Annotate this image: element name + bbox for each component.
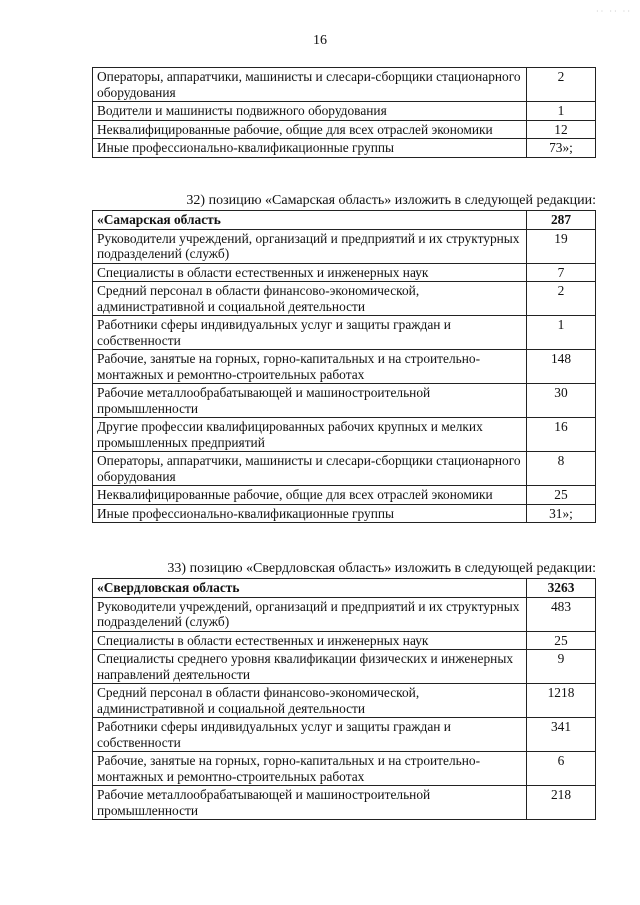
- table-samara-body: [93, 211, 596, 523]
- section-33: [92, 561, 596, 820]
- occupation-group: Неквалифицированные рабочие, общие для всех отраслей экономики: [93, 120, 527, 139]
- quota-value: 341: [527, 718, 596, 752]
- occupation-group: Работники сферы индивидуальных услуг и защиты граждан и собственности: [93, 718, 527, 752]
- occupation-group: Иные профессионально-квалификационные группы: [93, 139, 527, 158]
- quota-value: 218: [527, 786, 596, 820]
- table-row: [93, 68, 596, 102]
- occupation-group: Водители и машинисты подвижного оборудования: [93, 102, 527, 121]
- quota-value: 6: [527, 752, 596, 786]
- quota-value: 16: [527, 418, 596, 452]
- table-row: [93, 120, 596, 139]
- occupation-group: Средний персонал в области финансово-экономической, административной и социальной деятельности: [93, 684, 527, 718]
- quota-value: 8: [527, 452, 596, 486]
- table-row: [93, 718, 596, 752]
- quota-value: 1: [527, 102, 596, 121]
- table-row: [93, 350, 596, 384]
- table-row: [93, 229, 596, 263]
- quota-value: 2: [527, 282, 596, 316]
- region-name: «Самарская область: [93, 211, 527, 230]
- table-row: [93, 418, 596, 452]
- table-row: [93, 486, 596, 505]
- table-row: [93, 452, 596, 486]
- quota-value: 25: [527, 486, 596, 505]
- table-row: [93, 263, 596, 282]
- occupation-group: Операторы, аппаратчики, машинисты и слесари-сборщики стационарного оборудования: [93, 452, 527, 486]
- occupation-group: Неквалифицированные рабочие, общие для всех отраслей экономики: [93, 486, 527, 505]
- quota-value: 7: [527, 263, 596, 282]
- section-32: [92, 193, 596, 523]
- occupation-group: Операторы, аппаратчики, машинисты и слесари-сборщики стационарного оборудования: [93, 68, 527, 102]
- quota-value: 31»;: [527, 504, 596, 523]
- region-name: «Свердловская область: [93, 579, 527, 598]
- occupation-group: Руководители учреждений, организаций и предприятий и их структурных подразделений (служб): [93, 597, 527, 631]
- occupation-group: Специалисты в области естественных и инженерных наук: [93, 631, 527, 650]
- occupation-group: Руководители учреждений, организаций и предприятий и их структурных подразделений (служб): [93, 229, 527, 263]
- quota-value: 483: [527, 597, 596, 631]
- scan-mark: ·· ·· ··: [596, 7, 632, 16]
- quota-value: 2: [527, 68, 596, 102]
- table1-section: [92, 67, 596, 158]
- occupation-group: Специалисты среднего уровня квалификации физических и инженерных направлений деятельности: [93, 650, 527, 684]
- table-row: [93, 384, 596, 418]
- table-sverdlovsk-body: [93, 579, 596, 820]
- table-row: [93, 684, 596, 718]
- quota-value: 148: [527, 350, 596, 384]
- table-sverdlovsk: [92, 578, 596, 820]
- table1: [92, 67, 596, 158]
- quota-value: 9: [527, 650, 596, 684]
- section-32-intro: 32) позицию «Самарская область» изложить в следующей редакции:: [186, 193, 596, 208]
- table-row: [93, 282, 596, 316]
- occupation-group: Работники сферы индивидуальных услуг и защиты граждан и собственности: [93, 316, 527, 350]
- occupation-group: Рабочие металлообрабатывающей и машиностроительной промышленности: [93, 786, 527, 820]
- table-row: [93, 752, 596, 786]
- occupation-group: Рабочие, занятые на горных, горно-капитальных и на строительно-монтажных и ремонтно-строительных работах: [93, 752, 527, 786]
- table-row: [93, 631, 596, 650]
- occupation-group: Рабочие, занятые на горных, горно-капитальных и на строительно-монтажных и ремонтно-строительных работах: [93, 350, 527, 384]
- occupation-group: Иные профессионально-квалификационные группы: [93, 504, 527, 523]
- occupation-group: Рабочие металлообрабатывающей и машиностроительной промышленности: [93, 384, 527, 418]
- quota-value: 1218: [527, 684, 596, 718]
- occupation-group: Другие профессии квалифицированных рабочих крупных и мелких промышленных предприятий: [93, 418, 527, 452]
- table-row: [93, 316, 596, 350]
- table-header-row: [93, 211, 596, 230]
- quota-value: 73»;: [527, 139, 596, 158]
- quota-value: 12: [527, 120, 596, 139]
- occupation-group: Специалисты в области естественных и инженерных наук: [93, 263, 527, 282]
- quota-value: 1: [527, 316, 596, 350]
- table-row: [93, 139, 596, 158]
- region-total: 287: [527, 211, 596, 230]
- quota-value: 19: [527, 229, 596, 263]
- section-33-intro: 33) позицию «Свердловская область» изложить в следующей редакции:: [167, 561, 596, 576]
- page-number: 16: [313, 33, 327, 48]
- quota-value: 25: [527, 631, 596, 650]
- quota-value: 30: [527, 384, 596, 418]
- table-row: [93, 650, 596, 684]
- occupation-group: Средний персонал в области финансово-экономической, административной и социальной деятельности: [93, 282, 527, 316]
- table-row: [93, 102, 596, 121]
- table-row: [93, 597, 596, 631]
- table-samara: [92, 210, 596, 523]
- region-total: 3263: [527, 579, 596, 598]
- table1-body: [93, 68, 596, 158]
- table-row: [93, 504, 596, 523]
- table-header-row: [93, 579, 596, 598]
- table-row: [93, 786, 596, 820]
